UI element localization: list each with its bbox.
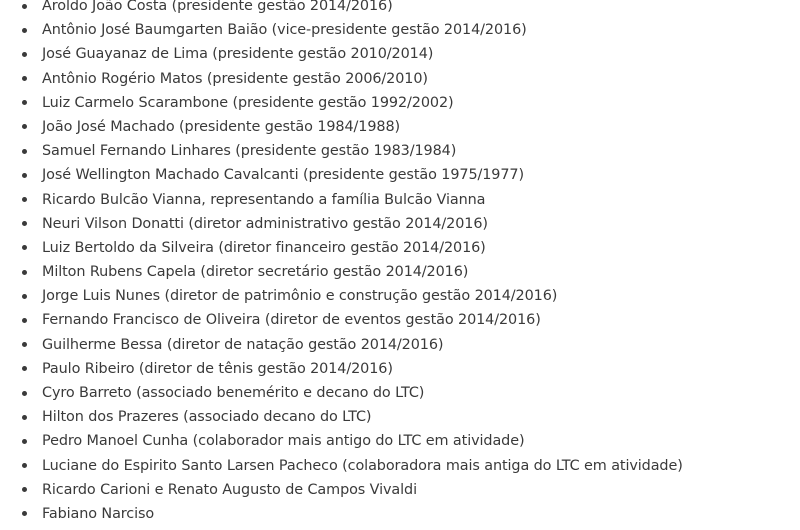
bullet-icon (22, 391, 27, 396)
bullet-icon (22, 245, 27, 250)
list-item (0, 478, 800, 502)
bullet-icon (22, 342, 27, 347)
list-item-text: João José Machado (presidente gestão 1984/1988) (42, 118, 401, 135)
list-item (0, 333, 800, 357)
list-item-text: José Wellington Machado Cavalcanti (presidente gestão 1975/1977) (42, 167, 524, 184)
bullet-icon (22, 511, 27, 516)
list-item (0, 0, 800, 18)
bullet-icon (22, 439, 27, 444)
bullet-icon (22, 318, 27, 323)
list-item-text: Aroldo João Costa (presidente gestão 2014/2016) (42, 0, 393, 14)
bullet-icon (22, 124, 27, 129)
list-item (0, 357, 800, 381)
bullet-icon (22, 221, 27, 226)
list-item-text: Milton Rubens Capela (diretor secretário gestão 2014/2016) (42, 264, 469, 281)
list-item-text: Ricardo Carioni e Renato Augusto de Campos Vivaldi (42, 481, 417, 498)
list-item-text: Neuri Vilson Donatti (diretor administrativo gestão 2014/2016) (42, 215, 488, 232)
list-item (0, 236, 800, 260)
list-item (0, 405, 800, 429)
list-item (0, 381, 800, 405)
list-item-text: Jorge Luis Nunes (diretor de patrimônio e construção gestão 2014/2016) (42, 288, 558, 305)
list-item (0, 163, 800, 187)
bullet-icon (22, 487, 27, 492)
list-item-text: Fabiano Narciso (42, 505, 155, 522)
list-item-text: Paulo Ribeiro (diretor de tênis gestão 2014/2016) (42, 360, 393, 377)
bullet-icon (22, 100, 27, 105)
list-item (0, 42, 800, 66)
list-item-text: Samuel Fernando Linhares (presidente gestão 1983/1984) (42, 143, 457, 160)
list-item-text: Antônio Rogério Matos (presidente gestão 2006/2010) (42, 70, 428, 87)
list-item-text: Cyro Barreto (associado benemérito e decano do LTC) (42, 385, 425, 401)
list-item (0, 308, 800, 332)
list-item-text: Hilton dos Prazeres (associado decano do LTC) (42, 409, 372, 426)
list-item (0, 260, 800, 284)
list-item (0, 18, 800, 42)
bullet-icon (22, 173, 27, 178)
list-item (0, 454, 800, 478)
list-item-text: Luciane do Espirito Santo Larsen Pacheco (colaboradora mais antiga do LTC em atividade) (42, 457, 683, 474)
bullet-icon (22, 366, 27, 371)
list-item-text: Luiz Bertoldo da Silveira (diretor financeiro gestão 2014/2016) (42, 239, 486, 256)
list-item-text: Antônio José Baumgarten Baião (vice-presidente gestão 2014/2016) (42, 22, 527, 39)
list-item (0, 429, 800, 453)
bullet-icon (22, 294, 27, 299)
list-item-text: Pedro Manoel Cunha (colaborador mais antigo do LTC em atividade) (42, 433, 525, 450)
bullet-icon (22, 52, 27, 57)
list-item (0, 212, 800, 236)
bullet-icon (22, 28, 27, 33)
list-item-text: Guilherme Bessa (diretor de natação gestão 2014/2016) (42, 336, 444, 353)
list-item (0, 188, 800, 212)
list-item-text: Luiz Carmelo Scarambone (presidente gestão 1992/2002) (42, 94, 454, 111)
bullet-icon (22, 463, 27, 468)
list-item-text: Ricardo Bulcão Vianna, representando a família Bulcão Vianna (42, 191, 486, 208)
list-item-text: José Guayanaz de Lima (presidente gestão 2010/2014) (42, 46, 434, 63)
bullet-icon (22, 415, 27, 420)
bullet-icon (22, 197, 27, 202)
list-item (0, 139, 800, 163)
bullet-icon (22, 270, 27, 275)
bullet-icon (22, 76, 27, 81)
list-item (0, 67, 800, 91)
bullet-icon (22, 149, 27, 154)
list-item (0, 91, 800, 115)
list-item-text: Fernando Francisco de Oliveira (diretor de eventos gestão 2014/2016) (42, 312, 541, 329)
list-item (0, 115, 800, 139)
bullet-icon (22, 4, 27, 9)
list-item (0, 502, 800, 526)
list-item (0, 284, 800, 308)
